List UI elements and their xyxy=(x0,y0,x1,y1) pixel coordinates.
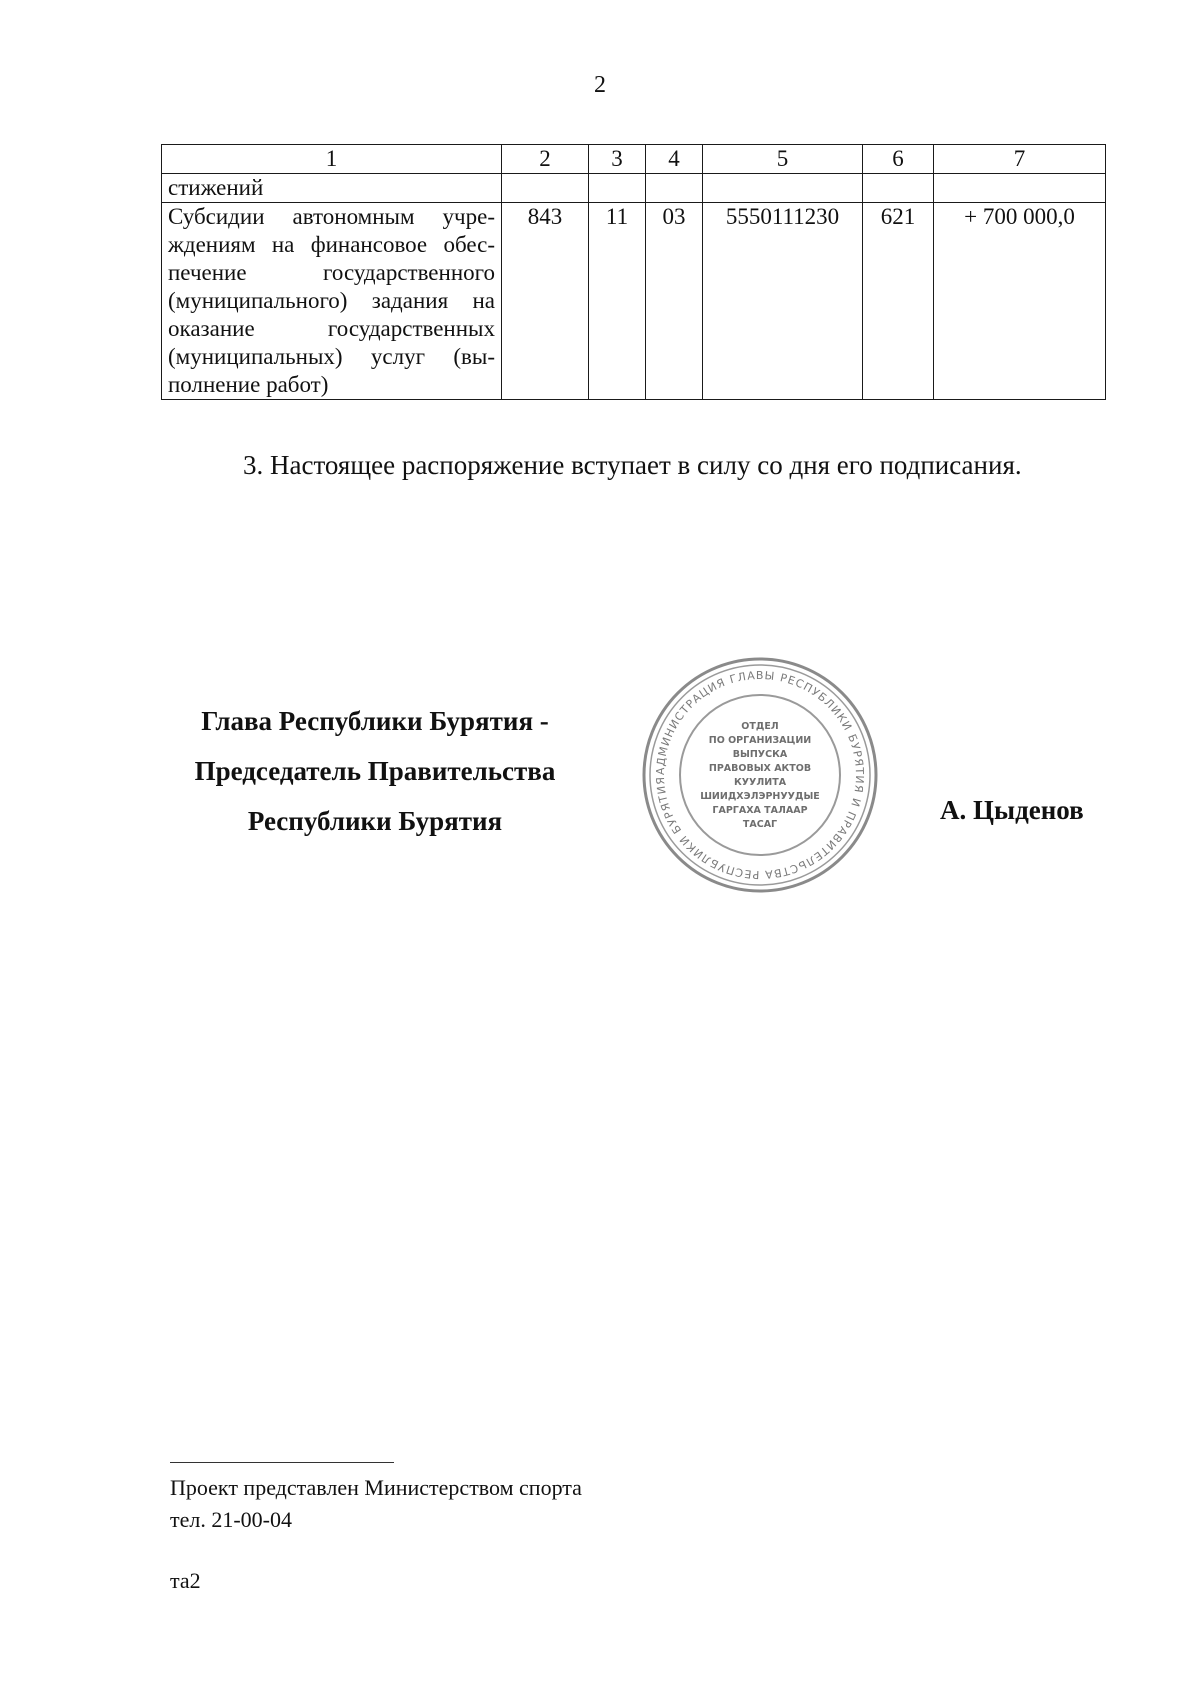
table-row xyxy=(162,174,1106,203)
official-seal-icon xyxy=(640,655,880,895)
column-header: 4 xyxy=(646,145,703,174)
table-row xyxy=(162,203,1106,400)
budget-table xyxy=(161,144,1106,400)
description-cell xyxy=(162,203,502,400)
column-header: 7 xyxy=(934,145,1106,174)
footnote xyxy=(170,1472,582,1536)
target-article-cell: 5550111230 xyxy=(703,203,863,400)
seal-center-line: ГАРГАХА ТАЛААР xyxy=(712,805,808,816)
continuation-cell: стижений xyxy=(162,174,502,203)
signature-title-line: Председатель Правительства xyxy=(194,756,556,786)
column-header: 1 xyxy=(162,145,502,174)
subsection-cell: 03 xyxy=(646,203,703,400)
signature-title xyxy=(150,696,600,846)
seal-center-line: ШИИДХЭЛЭРНУУДЫЕ xyxy=(700,791,820,802)
svg-text:АДМИНИСТРАЦИЯ ГЛАВЫ РЕСПУБЛИКИ xyxy=(654,669,866,881)
seal-outer-text: АДМИНИСТРАЦИЯ ГЛАВЫ РЕСПУБЛИКИ БУРЯТИЯ И ПРАВИТЕЛЬСТВА РЕСПУБЛИКИ БУРЯТИЯ xyxy=(653,668,867,882)
signer-name: А. Цыденов xyxy=(940,795,1084,825)
column-header: 3 xyxy=(589,145,646,174)
expense-type-cell: 621 xyxy=(863,203,934,400)
ministry-code-cell: 843 xyxy=(502,203,589,400)
column-header: 5 xyxy=(703,145,863,174)
description-line: Субсидии автономным учре- xyxy=(168,204,495,229)
seal-center-line: ОТДЕЛ xyxy=(741,721,779,732)
description-line: полнение работ) xyxy=(168,372,329,397)
description-line: оказание государственных xyxy=(168,316,495,341)
clause-3: 3. Настоящее распоряжение вступает в силу со дня его подписания. xyxy=(243,450,1022,480)
seal-center-line: ВЫПУСКА xyxy=(732,749,788,760)
table-header-row xyxy=(162,145,1106,174)
page-number: 2 xyxy=(594,72,606,98)
footnote-line: тел. 21-00-04 xyxy=(170,1507,293,1532)
document-code: та2 xyxy=(170,1568,201,1593)
description-line: ждениям на финансовое обес- xyxy=(168,232,495,257)
signature-title-line: Республики Бурятия xyxy=(247,806,503,836)
description-line: печение государственного xyxy=(168,260,495,285)
section-cell: 11 xyxy=(589,203,646,400)
column-header: 6 xyxy=(863,145,934,174)
seal-center-line: ПРАВОВЫХ АКТОВ xyxy=(708,763,812,774)
footnote-line: Проект представлен Министерством спорта xyxy=(170,1475,582,1500)
seal-center-line: КУУЛИТА xyxy=(733,777,787,788)
amount-cell: + 700 000,0 xyxy=(934,203,1106,400)
description-line: (муниципального) задания на xyxy=(168,288,495,313)
seal-center-line: ТАСАГ xyxy=(742,819,778,830)
signature-title-line: Глава Республики Бурятия - xyxy=(201,706,549,736)
seal-center-line: ПО ОРГАНИЗАЦИИ xyxy=(708,735,812,746)
column-header: 2 xyxy=(502,145,589,174)
footnote-divider xyxy=(170,1462,394,1463)
description-line: (муниципальных) услуг (вы- xyxy=(168,344,495,369)
